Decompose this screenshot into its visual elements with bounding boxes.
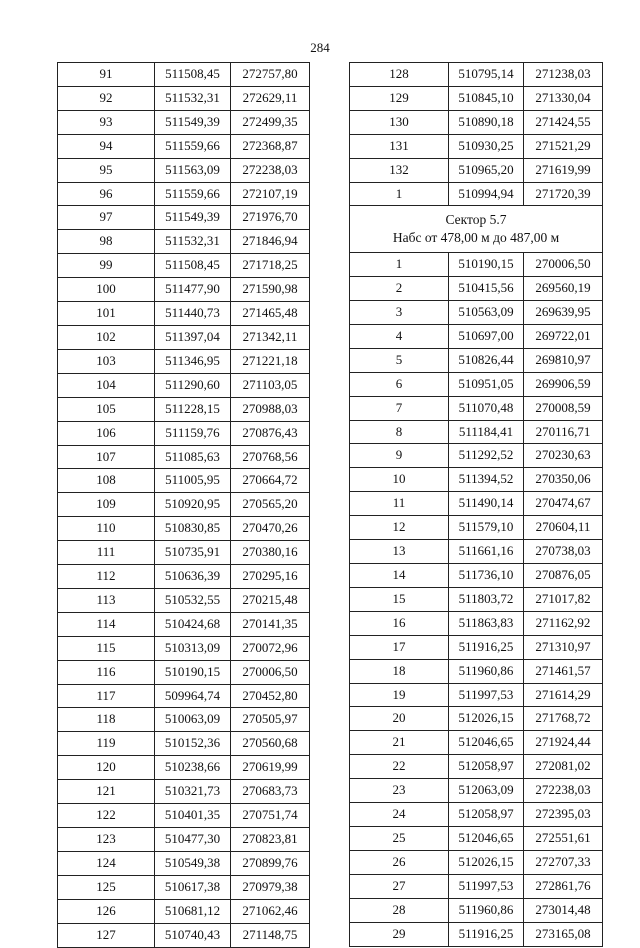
x-coordinate-cell: 511549,39 bbox=[155, 110, 231, 134]
table-row bbox=[58, 158, 310, 182]
y-coordinate-cell: 272081,02 bbox=[524, 755, 603, 779]
table-row bbox=[350, 253, 603, 277]
x-coordinate-cell: 511394,52 bbox=[449, 468, 524, 492]
point-number-cell: 117 bbox=[58, 684, 155, 708]
y-coordinate-cell: 271342,11 bbox=[231, 325, 310, 349]
y-coordinate-cell: 272368,87 bbox=[231, 134, 310, 158]
point-number-cell: 128 bbox=[350, 63, 449, 87]
y-coordinate-cell: 270380,16 bbox=[231, 541, 310, 565]
table-row bbox=[58, 541, 310, 565]
y-coordinate-cell: 271619,99 bbox=[524, 158, 603, 182]
table-row bbox=[58, 182, 310, 206]
point-number-cell: 28 bbox=[350, 898, 449, 922]
point-number-cell: 24 bbox=[350, 803, 449, 827]
y-coordinate-cell: 270565,20 bbox=[231, 493, 310, 517]
x-coordinate-cell: 511559,66 bbox=[155, 134, 231, 158]
y-coordinate-cell: 273014,48 bbox=[524, 898, 603, 922]
x-coordinate-cell: 511997,53 bbox=[449, 874, 524, 898]
x-coordinate-cell: 510951,05 bbox=[449, 372, 524, 396]
table-row bbox=[350, 324, 603, 348]
table-row bbox=[350, 420, 603, 444]
table-row bbox=[58, 278, 310, 302]
y-coordinate-cell: 272551,61 bbox=[524, 826, 603, 850]
y-coordinate-cell: 272238,03 bbox=[231, 158, 310, 182]
table-row bbox=[58, 565, 310, 589]
x-coordinate-cell: 510965,20 bbox=[449, 158, 524, 182]
x-coordinate-cell: 511549,39 bbox=[155, 206, 231, 230]
table-row bbox=[58, 134, 310, 158]
coordinates-table-left-body bbox=[58, 63, 310, 948]
table-row bbox=[350, 348, 603, 372]
y-coordinate-cell: 270072,96 bbox=[231, 636, 310, 660]
table-row bbox=[350, 277, 603, 301]
table-row bbox=[350, 492, 603, 516]
table-row bbox=[58, 373, 310, 397]
x-coordinate-cell: 511070,48 bbox=[449, 396, 524, 420]
y-coordinate-cell: 272499,35 bbox=[231, 110, 310, 134]
table-row bbox=[58, 708, 310, 732]
section-header-cell bbox=[350, 206, 603, 253]
y-coordinate-cell: 271221,18 bbox=[231, 349, 310, 373]
table-row bbox=[350, 444, 603, 468]
table-row bbox=[350, 826, 603, 850]
x-coordinate-cell: 511397,04 bbox=[155, 325, 231, 349]
point-number-cell: 102 bbox=[58, 325, 155, 349]
point-number-cell: 23 bbox=[350, 779, 449, 803]
y-coordinate-cell: 271521,29 bbox=[524, 134, 603, 158]
point-number-cell: 112 bbox=[58, 565, 155, 589]
y-coordinate-cell: 273165,08 bbox=[524, 922, 603, 946]
table-row bbox=[58, 206, 310, 230]
x-coordinate-cell: 512058,97 bbox=[449, 803, 524, 827]
y-coordinate-cell: 271162,92 bbox=[524, 611, 603, 635]
x-coordinate-cell: 511440,73 bbox=[155, 302, 231, 326]
x-coordinate-cell: 510920,95 bbox=[155, 493, 231, 517]
point-number-cell: 125 bbox=[58, 875, 155, 899]
y-coordinate-cell: 270230,63 bbox=[524, 444, 603, 468]
table-row bbox=[58, 732, 310, 756]
y-coordinate-cell: 269639,95 bbox=[524, 301, 603, 325]
y-coordinate-cell: 271062,46 bbox=[231, 899, 310, 923]
point-number-cell: 12 bbox=[350, 516, 449, 540]
x-coordinate-cell: 511803,72 bbox=[449, 587, 524, 611]
y-coordinate-cell: 270452,80 bbox=[231, 684, 310, 708]
point-number-cell: 92 bbox=[58, 86, 155, 110]
point-number-cell: 99 bbox=[58, 254, 155, 278]
point-number-cell: 21 bbox=[350, 731, 449, 755]
table-row bbox=[350, 182, 603, 206]
x-coordinate-cell: 511960,86 bbox=[449, 898, 524, 922]
y-coordinate-cell: 271720,39 bbox=[524, 182, 603, 206]
x-coordinate-cell: 510795,14 bbox=[449, 63, 524, 87]
point-number-cell: 9 bbox=[350, 444, 449, 468]
y-coordinate-cell: 270215,48 bbox=[231, 588, 310, 612]
point-number-cell: 7 bbox=[350, 396, 449, 420]
y-coordinate-cell: 271614,29 bbox=[524, 683, 603, 707]
table-row bbox=[58, 302, 310, 326]
x-coordinate-cell: 511563,09 bbox=[155, 158, 231, 182]
x-coordinate-cell: 510636,39 bbox=[155, 565, 231, 589]
point-number-cell: 105 bbox=[58, 397, 155, 421]
point-number-cell: 15 bbox=[350, 587, 449, 611]
x-coordinate-cell: 512026,15 bbox=[449, 707, 524, 731]
point-number-cell: 100 bbox=[58, 278, 155, 302]
point-number-cell: 119 bbox=[58, 732, 155, 756]
x-coordinate-cell: 512063,09 bbox=[449, 779, 524, 803]
y-coordinate-cell: 272629,11 bbox=[231, 86, 310, 110]
y-coordinate-cell: 270006,50 bbox=[231, 660, 310, 684]
table-row bbox=[350, 898, 603, 922]
y-coordinate-cell: 270560,68 bbox=[231, 732, 310, 756]
x-coordinate-cell: 509964,74 bbox=[155, 684, 231, 708]
point-number-cell: 107 bbox=[58, 445, 155, 469]
table-row bbox=[350, 86, 603, 110]
table-row bbox=[58, 684, 310, 708]
table-row bbox=[350, 755, 603, 779]
point-number-cell: 111 bbox=[58, 541, 155, 565]
point-number-cell: 5 bbox=[350, 348, 449, 372]
table-row bbox=[58, 517, 310, 541]
x-coordinate-cell: 511916,25 bbox=[449, 922, 524, 946]
x-coordinate-cell: 510830,85 bbox=[155, 517, 231, 541]
coordinates-table-left bbox=[57, 62, 310, 948]
point-number-cell: 20 bbox=[350, 707, 449, 731]
x-coordinate-cell: 510930,25 bbox=[449, 134, 524, 158]
point-number-cell: 126 bbox=[58, 899, 155, 923]
table-row bbox=[58, 828, 310, 852]
x-coordinate-cell: 511346,95 bbox=[155, 349, 231, 373]
y-coordinate-cell: 270474,67 bbox=[524, 492, 603, 516]
table-row bbox=[350, 63, 603, 87]
x-coordinate-cell: 511559,66 bbox=[155, 182, 231, 206]
y-coordinate-cell: 271017,82 bbox=[524, 587, 603, 611]
x-coordinate-cell: 511085,63 bbox=[155, 445, 231, 469]
y-coordinate-cell: 270604,11 bbox=[524, 516, 603, 540]
table-row bbox=[58, 445, 310, 469]
point-number-cell: 3 bbox=[350, 301, 449, 325]
point-number-cell: 13 bbox=[350, 540, 449, 564]
point-number-cell: 17 bbox=[350, 635, 449, 659]
x-coordinate-cell: 510424,68 bbox=[155, 612, 231, 636]
x-coordinate-cell: 511916,25 bbox=[449, 635, 524, 659]
y-coordinate-cell: 270823,81 bbox=[231, 828, 310, 852]
y-coordinate-cell: 269906,59 bbox=[524, 372, 603, 396]
y-coordinate-cell: 270683,73 bbox=[231, 780, 310, 804]
x-coordinate-cell: 510532,55 bbox=[155, 588, 231, 612]
y-coordinate-cell: 270619,99 bbox=[231, 756, 310, 780]
x-coordinate-cell: 511532,31 bbox=[155, 86, 231, 110]
point-number-cell: 27 bbox=[350, 874, 449, 898]
x-coordinate-cell: 511159,76 bbox=[155, 421, 231, 445]
point-number-cell: 127 bbox=[58, 923, 155, 947]
x-coordinate-cell: 511960,86 bbox=[449, 659, 524, 683]
point-number-cell: 129 bbox=[350, 86, 449, 110]
x-coordinate-cell: 510735,91 bbox=[155, 541, 231, 565]
y-coordinate-cell: 270768,56 bbox=[231, 445, 310, 469]
point-number-cell: 18 bbox=[350, 659, 449, 683]
y-coordinate-cell: 270008,59 bbox=[524, 396, 603, 420]
point-number-cell: 1 bbox=[350, 253, 449, 277]
table-row bbox=[58, 230, 310, 254]
y-coordinate-cell: 270988,03 bbox=[231, 397, 310, 421]
y-coordinate-cell: 270006,50 bbox=[524, 253, 603, 277]
table-row bbox=[58, 469, 310, 493]
y-coordinate-cell: 272107,19 bbox=[231, 182, 310, 206]
point-number-cell: 29 bbox=[350, 922, 449, 946]
point-number-cell: 8 bbox=[350, 420, 449, 444]
x-coordinate-cell: 511508,45 bbox=[155, 254, 231, 278]
table-row bbox=[350, 372, 603, 396]
section-title: Сектор 5.7 bbox=[445, 212, 507, 228]
table-row bbox=[58, 780, 310, 804]
table-row bbox=[58, 660, 310, 684]
x-coordinate-cell: 511661,16 bbox=[449, 540, 524, 564]
x-coordinate-cell: 510152,36 bbox=[155, 732, 231, 756]
x-coordinate-cell: 512046,65 bbox=[449, 731, 524, 755]
table-row bbox=[350, 850, 603, 874]
table-row bbox=[350, 587, 603, 611]
y-coordinate-cell: 271103,05 bbox=[231, 373, 310, 397]
y-coordinate-cell: 270470,26 bbox=[231, 517, 310, 541]
x-coordinate-cell: 510321,73 bbox=[155, 780, 231, 804]
section-header-row bbox=[350, 206, 603, 253]
table-row bbox=[58, 875, 310, 899]
table-row bbox=[58, 588, 310, 612]
table-row bbox=[350, 396, 603, 420]
table-row bbox=[58, 851, 310, 875]
point-number-cell: 19 bbox=[350, 683, 449, 707]
x-coordinate-cell: 510477,30 bbox=[155, 828, 231, 852]
point-number-cell: 22 bbox=[350, 755, 449, 779]
y-coordinate-cell: 270876,43 bbox=[231, 421, 310, 445]
point-number-cell: 95 bbox=[58, 158, 155, 182]
y-coordinate-cell: 270751,74 bbox=[231, 804, 310, 828]
x-coordinate-cell: 511579,10 bbox=[449, 516, 524, 540]
table-row bbox=[58, 325, 310, 349]
y-coordinate-cell: 272395,03 bbox=[524, 803, 603, 827]
page-number: 284 bbox=[310, 40, 330, 55]
table-row bbox=[350, 731, 603, 755]
x-coordinate-cell: 511532,31 bbox=[155, 230, 231, 254]
point-number-cell: 93 bbox=[58, 110, 155, 134]
table-row bbox=[58, 923, 310, 947]
x-coordinate-cell: 510415,56 bbox=[449, 277, 524, 301]
table-row bbox=[350, 301, 603, 325]
x-coordinate-cell: 510563,09 bbox=[449, 301, 524, 325]
point-number-cell: 1 bbox=[350, 182, 449, 206]
y-coordinate-cell: 271976,70 bbox=[231, 206, 310, 230]
x-coordinate-cell: 511490,14 bbox=[449, 492, 524, 516]
point-number-cell: 106 bbox=[58, 421, 155, 445]
point-number-cell: 110 bbox=[58, 517, 155, 541]
y-coordinate-cell: 272238,03 bbox=[524, 779, 603, 803]
x-coordinate-cell: 510617,38 bbox=[155, 875, 231, 899]
x-coordinate-cell: 510549,38 bbox=[155, 851, 231, 875]
point-number-cell: 116 bbox=[58, 660, 155, 684]
y-coordinate-cell: 271846,94 bbox=[231, 230, 310, 254]
y-coordinate-cell: 270295,16 bbox=[231, 565, 310, 589]
y-coordinate-cell: 271310,97 bbox=[524, 635, 603, 659]
point-number-cell: 25 bbox=[350, 826, 449, 850]
table-row bbox=[58, 493, 310, 517]
point-number-cell: 108 bbox=[58, 469, 155, 493]
y-coordinate-cell: 272757,80 bbox=[231, 63, 310, 87]
table-row bbox=[350, 707, 603, 731]
x-coordinate-cell: 511477,90 bbox=[155, 278, 231, 302]
y-coordinate-cell: 271424,55 bbox=[524, 110, 603, 134]
table-row bbox=[350, 468, 603, 492]
point-number-cell: 96 bbox=[58, 182, 155, 206]
table-row bbox=[350, 635, 603, 659]
y-coordinate-cell: 270876,05 bbox=[524, 564, 603, 588]
y-coordinate-cell: 270738,03 bbox=[524, 540, 603, 564]
point-number-cell: 104 bbox=[58, 373, 155, 397]
table-row bbox=[350, 874, 603, 898]
point-number-cell: 130 bbox=[350, 110, 449, 134]
point-number-cell: 11 bbox=[350, 492, 449, 516]
y-coordinate-cell: 272861,76 bbox=[524, 874, 603, 898]
coordinates-table-right bbox=[349, 62, 603, 947]
table-row bbox=[350, 683, 603, 707]
x-coordinate-cell: 510845,10 bbox=[449, 86, 524, 110]
y-coordinate-cell: 270350,06 bbox=[524, 468, 603, 492]
point-number-cell: 123 bbox=[58, 828, 155, 852]
y-coordinate-cell: 269560,19 bbox=[524, 277, 603, 301]
point-number-cell: 113 bbox=[58, 588, 155, 612]
y-coordinate-cell: 270979,38 bbox=[231, 875, 310, 899]
point-number-cell: 14 bbox=[350, 564, 449, 588]
x-coordinate-cell: 510313,09 bbox=[155, 636, 231, 660]
point-number-cell: 91 bbox=[58, 63, 155, 87]
table-row bbox=[58, 899, 310, 923]
table-row bbox=[58, 612, 310, 636]
y-coordinate-cell: 269810,97 bbox=[524, 348, 603, 372]
table-row bbox=[350, 564, 603, 588]
x-coordinate-cell: 510238,66 bbox=[155, 756, 231, 780]
point-number-cell: 97 bbox=[58, 206, 155, 230]
table-row bbox=[350, 922, 603, 946]
table-row bbox=[350, 611, 603, 635]
table-row bbox=[58, 110, 310, 134]
y-coordinate-cell: 269722,01 bbox=[524, 324, 603, 348]
table-row bbox=[58, 756, 310, 780]
table-row bbox=[58, 636, 310, 660]
table-row bbox=[350, 516, 603, 540]
x-coordinate-cell: 511290,60 bbox=[155, 373, 231, 397]
y-coordinate-cell: 271768,72 bbox=[524, 707, 603, 731]
table-row bbox=[58, 254, 310, 278]
section-subtitle: Набс от 478,00 м до 487,00 м bbox=[392, 230, 560, 246]
y-coordinate-cell: 271465,48 bbox=[231, 302, 310, 326]
point-number-cell: 26 bbox=[350, 850, 449, 874]
point-number-cell: 103 bbox=[58, 349, 155, 373]
point-number-cell: 2 bbox=[350, 277, 449, 301]
table-row bbox=[58, 349, 310, 373]
point-number-cell: 98 bbox=[58, 230, 155, 254]
x-coordinate-cell: 511184,41 bbox=[449, 420, 524, 444]
y-coordinate-cell: 270664,72 bbox=[231, 469, 310, 493]
point-number-cell: 131 bbox=[350, 134, 449, 158]
y-coordinate-cell: 271148,75 bbox=[231, 923, 310, 947]
x-coordinate-cell: 512026,15 bbox=[449, 850, 524, 874]
table-row bbox=[58, 63, 310, 87]
x-coordinate-cell: 511863,83 bbox=[449, 611, 524, 635]
x-coordinate-cell: 510063,09 bbox=[155, 708, 231, 732]
y-coordinate-cell: 271330,04 bbox=[524, 86, 603, 110]
x-coordinate-cell: 510190,15 bbox=[155, 660, 231, 684]
table-row bbox=[58, 86, 310, 110]
point-number-cell: 132 bbox=[350, 158, 449, 182]
point-number-cell: 10 bbox=[350, 468, 449, 492]
x-coordinate-cell: 510826,44 bbox=[449, 348, 524, 372]
table-row bbox=[58, 421, 310, 445]
table-row bbox=[350, 779, 603, 803]
point-number-cell: 122 bbox=[58, 804, 155, 828]
point-number-cell: 114 bbox=[58, 612, 155, 636]
y-coordinate-cell: 271238,03 bbox=[524, 63, 603, 87]
point-number-cell: 94 bbox=[58, 134, 155, 158]
table-row bbox=[350, 803, 603, 827]
x-coordinate-cell: 510697,00 bbox=[449, 324, 524, 348]
table-row bbox=[350, 158, 603, 182]
point-number-cell: 16 bbox=[350, 611, 449, 635]
y-coordinate-cell: 270116,71 bbox=[524, 420, 603, 444]
point-number-cell: 118 bbox=[58, 708, 155, 732]
x-coordinate-cell: 511292,52 bbox=[449, 444, 524, 468]
y-coordinate-cell: 270899,76 bbox=[231, 851, 310, 875]
x-coordinate-cell: 510190,15 bbox=[449, 253, 524, 277]
point-number-cell: 101 bbox=[58, 302, 155, 326]
x-coordinate-cell: 510994,94 bbox=[449, 182, 524, 206]
y-coordinate-cell: 271461,57 bbox=[524, 659, 603, 683]
x-coordinate-cell: 511228,15 bbox=[155, 397, 231, 421]
table-row bbox=[350, 540, 603, 564]
point-number-cell: 6 bbox=[350, 372, 449, 396]
x-coordinate-cell: 511508,45 bbox=[155, 63, 231, 87]
point-number-cell: 109 bbox=[58, 493, 155, 517]
y-coordinate-cell: 271590,98 bbox=[231, 278, 310, 302]
x-coordinate-cell: 512046,65 bbox=[449, 826, 524, 850]
y-coordinate-cell: 270505,97 bbox=[231, 708, 310, 732]
table-row bbox=[58, 804, 310, 828]
x-coordinate-cell: 510740,43 bbox=[155, 923, 231, 947]
x-coordinate-cell: 511997,53 bbox=[449, 683, 524, 707]
x-coordinate-cell: 510681,12 bbox=[155, 899, 231, 923]
y-coordinate-cell: 271718,25 bbox=[231, 254, 310, 278]
point-number-cell: 4 bbox=[350, 324, 449, 348]
point-number-cell: 124 bbox=[58, 851, 155, 875]
table-row bbox=[58, 397, 310, 421]
table-row bbox=[350, 134, 603, 158]
x-coordinate-cell: 511736,10 bbox=[449, 564, 524, 588]
point-number-cell: 115 bbox=[58, 636, 155, 660]
point-number-cell: 121 bbox=[58, 780, 155, 804]
table-row bbox=[350, 110, 603, 134]
table-row bbox=[350, 659, 603, 683]
y-coordinate-cell: 271924,44 bbox=[524, 731, 603, 755]
x-coordinate-cell: 510890,18 bbox=[449, 110, 524, 134]
point-number-cell: 120 bbox=[58, 756, 155, 780]
x-coordinate-cell: 512058,97 bbox=[449, 755, 524, 779]
x-coordinate-cell: 510401,35 bbox=[155, 804, 231, 828]
x-coordinate-cell: 511005,95 bbox=[155, 469, 231, 493]
coordinates-table-right-body bbox=[350, 63, 603, 947]
y-coordinate-cell: 270141,35 bbox=[231, 612, 310, 636]
y-coordinate-cell: 272707,33 bbox=[524, 850, 603, 874]
